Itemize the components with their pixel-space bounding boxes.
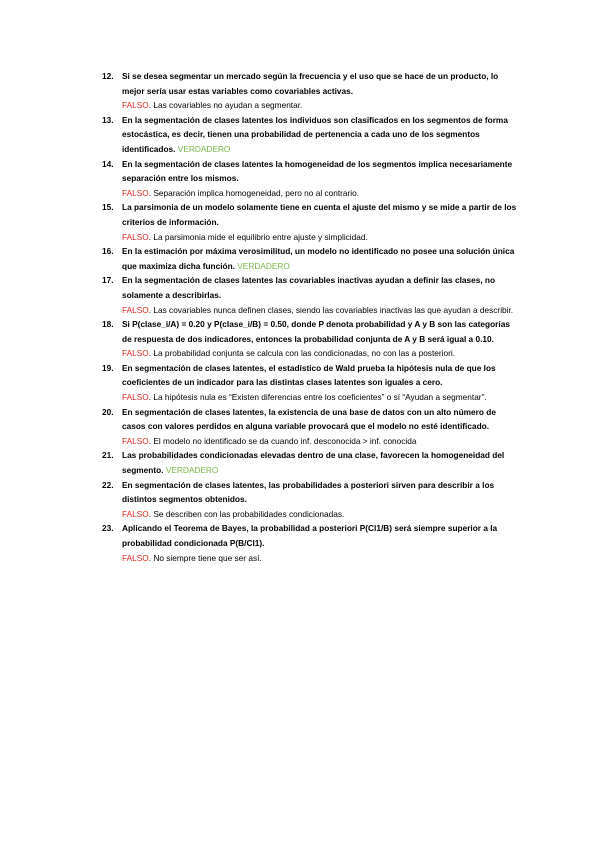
verdict-false: FALSO: [122, 231, 149, 242]
verdict-true: VERDADERO: [237, 260, 290, 271]
question-number: 13.: [102, 114, 114, 125]
question-item-22: [102, 478, 518, 522]
answer: [122, 434, 518, 449]
answer: [122, 230, 518, 245]
question-item-14: [102, 157, 518, 201]
verdict-false: FALSO: [122, 100, 149, 111]
answer: [122, 551, 518, 566]
question-text: Aplicando el Teorema de Bayes, la probabilidad a posteriori P(Cl1/B) será siempre superior a la probabilidad condicionada P(B/Cl1).: [122, 523, 498, 548]
verdict-false: FALSO: [122, 348, 149, 359]
answer-explanation: . Separación implica homogeneidad, pero no al contrario.: [148, 187, 360, 198]
verdict-false: FALSO: [122, 187, 149, 198]
answer: [122, 346, 518, 361]
question-item-23: [102, 521, 518, 565]
question-item-17: [102, 273, 518, 317]
verdict-false: FALSO: [122, 552, 149, 563]
question-item-19: [102, 361, 518, 405]
question-text: En la segmentación de clases latentes la homogeneidad de los segmentos implica necesariamente separación entre los mismos.: [122, 158, 513, 184]
answer-explanation: . El modelo no identificado se da cuando inf. desconocida > inf. conocida: [148, 435, 417, 446]
question-list: [102, 69, 518, 565]
question-number: 15.: [102, 202, 114, 213]
question-text: Si P(clase_i/A) = 0.20 y P(clase_i/B) = 0.50, donde P denota probabilidad y A y B son las categorías de respuesta de dos indicadores, entonces la probabilidad conjunta de A y B será igual a 0.10.: [122, 319, 510, 344]
question-number: 22.: [102, 479, 114, 490]
question-number: 19.: [102, 362, 114, 373]
question-item-13: [102, 113, 518, 157]
question-number: 12.: [102, 71, 114, 81]
question-number: 16.: [102, 246, 114, 257]
question-item-21: [102, 448, 518, 477]
question-text: En la segmentación de clases latentes los individuos son clasificados en los segmentos de forma estocástica, es decir, tienen una probabilidad de pertenencia a cada uno de los segmentos identificados.: [122, 114, 508, 154]
verdict-false: FALSO: [122, 304, 149, 315]
question-number: 17.: [102, 275, 114, 286]
answer: [122, 390, 518, 405]
question-item-20: [102, 405, 518, 449]
question-text: En la estimación por máxima verosimilitud, un modelo no identificado no posee una solución única que maximiza dicha función.: [122, 246, 515, 271]
answer-explanation: . La parsimonia mide el equilibrio entre ajuste y simplicidad.: [148, 231, 368, 242]
question-item-12: [102, 69, 518, 113]
question-item-16: [102, 244, 518, 273]
question-number: 20.: [102, 406, 114, 417]
answer-explanation: . La hipótesis nula es “Existen diferencias entre los coeficientes” o sí “Ayudan a segmentar”.: [148, 392, 487, 403]
question-text: Si se desea segmentar un mercado según la frecuencia y el uso que se hace de un producto, lo mejor sería usar estas variables como covariables activas.: [122, 71, 499, 96]
question-text: En la segmentación de clases latentes las covariables inactivas ayudan a definir las clases, no solamente a describirlas.: [122, 275, 496, 300]
question-number: 18.: [102, 319, 114, 330]
question-number: 23.: [102, 523, 114, 534]
question-number: 21.: [102, 450, 114, 461]
answer: [122, 98, 518, 113]
verdict-true: VERDADERO: [165, 465, 219, 476]
question-item-18: [102, 317, 518, 361]
question-text: En segmentación de clases latentes, el estadístico de Wald prueba la hipótesis nula de que los coeficientes de un indicador para las distintas clases latentes son iguales a cero.: [122, 362, 496, 388]
answer-explanation: . No siempre tiene que ser así.: [148, 552, 262, 563]
verdict-false: FALSO: [122, 508, 149, 519]
verdict-false: FALSO: [122, 392, 149, 403]
question-number: 14.: [102, 158, 114, 169]
answer: [122, 303, 518, 318]
answer-explanation: . La probabilidad conjunta se calcula con las condicionadas, no con las a posteriori.: [148, 348, 456, 359]
question-text: En segmentación de clases latentes, la existencia de una base de datos con un alto número de casos con valores perdidos en alguna variable provocará que el modelo no esté identificado.: [122, 406, 496, 432]
answer-explanation: . Se describen con las probabilidades condicionadas.: [148, 508, 345, 519]
question-text: Las probabilidades condicionadas elevadas dentro de una clase, favorecen la homogeneidad del segmento.: [122, 450, 505, 476]
verdict-true: VERDADERO: [177, 143, 231, 154]
question-text: La parsimonia de un modelo solamente tiene en cuenta el ajuste del mismo y se mide a partir de los criterios de información.: [122, 202, 517, 227]
verdict-false: FALSO: [122, 435, 149, 446]
answer-explanation: . Las covariables no ayudan a segmentar.: [148, 100, 303, 111]
answer: [122, 507, 518, 522]
answer-explanation: . Las covariables nunca definen clases, siendo las covariables inactivas las que ayudan a describir.: [148, 304, 514, 315]
question-text: En segmentación de clases latentes, las probabilidades a posteriori sirven para describir a los distintos segmentos obtenidos.: [122, 479, 495, 505]
question-item-15: [102, 200, 518, 244]
answer: [122, 186, 518, 201]
